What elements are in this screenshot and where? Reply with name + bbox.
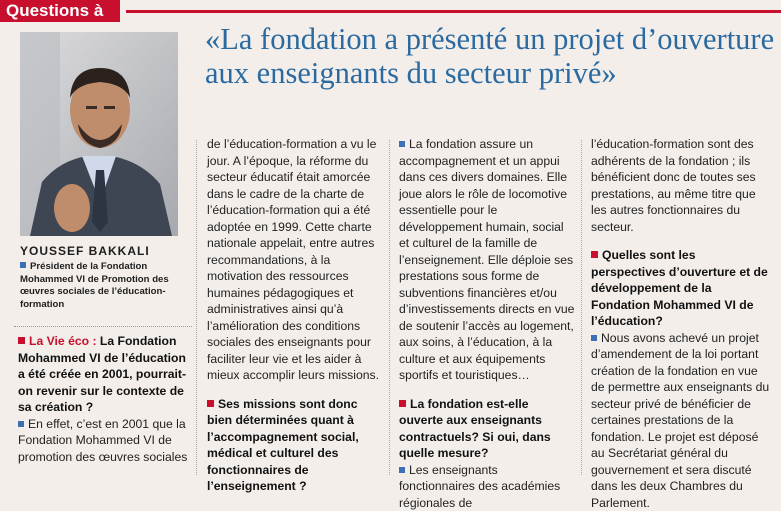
bullet-square-icon bbox=[591, 251, 598, 258]
article-title: «La fondation a présenté un projet d’ouverture aux enseignants du secteur privé» bbox=[205, 22, 775, 90]
column-rule-1 bbox=[196, 140, 197, 475]
column-2 bbox=[207, 136, 383, 495]
bullet-square-icon bbox=[399, 400, 406, 407]
question-text: Ses missions sont donc bien déterminées quant à l’accompagnement social, médical et culturel des fonctionnaires de l’enseignement ? bbox=[207, 397, 359, 494]
answer-text: En effet, c’est en 2001 que la Fondation Mohammed VI de promotion des œuvres sociales bbox=[18, 417, 187, 464]
bullet-square-icon bbox=[18, 421, 24, 427]
bullet-square-icon bbox=[18, 337, 25, 344]
column-1 bbox=[18, 333, 190, 465]
question-text: La fondation est-elle ouverte aux enseignants contractuels? Si oui, dans quelle mesure? bbox=[399, 397, 551, 461]
answer-1 bbox=[18, 416, 190, 466]
bullet-square-icon bbox=[591, 335, 597, 341]
answer-text: La fondation assure un accompagnement et un appui dans ces divers domaines. Elle joue alors le rôle de locomotive essentielle pour le développement humain, social et culturel de la famille de l’enseignement. Elle déploie ses prestations sous forme de subventions financières et/ou d’investissements directs en vue de soutenir l’accès au logement, aux soins, à l’éducation, à la culture et aux équipements sportifs et touristiques… bbox=[399, 137, 574, 382]
column-rule-3 bbox=[581, 140, 582, 475]
section-tag: Questions à bbox=[0, 0, 120, 22]
question-3 bbox=[399, 396, 575, 462]
bullet-square-icon bbox=[399, 141, 405, 147]
portrait-illustration bbox=[20, 32, 178, 236]
answer-4 bbox=[591, 330, 773, 511]
column-rule-2 bbox=[389, 140, 390, 475]
portrait-photo bbox=[20, 32, 178, 236]
bullet-square-icon bbox=[207, 400, 214, 407]
sidebar-divider bbox=[14, 326, 192, 327]
role-text: Président de la Fondation Mohammed VI de Promotion des œuvres sociales de l’éducation-formation bbox=[20, 261, 169, 310]
answer-3-cont: l’éducation-formation sont des adhérents de la fondation ; ils bénéficient donc de toutes ses prestations, au même titre que les autres fonctionnaires du secteur. bbox=[591, 136, 773, 235]
column-4 bbox=[591, 136, 773, 511]
question-1 bbox=[18, 333, 190, 416]
top-rule bbox=[126, 10, 781, 13]
column-3 bbox=[399, 136, 575, 511]
answer-1-cont: de l’éducation-formation a vu le jour. A l’époque, la réforme du secteur éducatif était amorcée dans le cadre de la charte de l’éducation-formation qui a été adoptée en 1999. Cette charte nationale appelait, entre autres recommandations, à la motivation des ressources humaines pédagogiques et administratives ainsi qu’à l’amélioration des conditions sociales des enseignants pour faciliter leur vie et les aider à mieux accomplir leurs missions. bbox=[207, 136, 383, 384]
answer-2 bbox=[399, 136, 575, 384]
answer-text: Nous avons achevé un projet d’amendement de la loi portant création de la fondation en vue de permettre aux enseignants du secteur privé de bénéficier de certaines prestations de la fondation. Le projet est déposé au Secrétariat général du gouvernement et sera discuté dans les deux Chambres du Parlement. bbox=[591, 331, 769, 510]
question-text: La Fondation Mohammed VI de l’éducation a été créée en 2001, pourrait-on revenir sur le contexte de sa création ? bbox=[18, 334, 186, 414]
question-label: La Vie éco : bbox=[29, 334, 97, 348]
answer-3 bbox=[399, 462, 575, 511]
interviewee-role bbox=[20, 261, 185, 311]
question-4 bbox=[591, 247, 773, 330]
question-2 bbox=[207, 396, 383, 495]
bullet-square-icon bbox=[399, 467, 405, 473]
interviewee-name: YOUSSEF BAKKALI bbox=[20, 244, 150, 258]
answer-text: Les enseignants fonctionnaires des académies régionales de bbox=[399, 463, 560, 510]
question-text: Quelles sont les perspectives d’ouverture et de développement de la Fondation Mohammed VI de l’éducation? bbox=[591, 248, 768, 328]
bullet-square-icon bbox=[20, 262, 26, 268]
